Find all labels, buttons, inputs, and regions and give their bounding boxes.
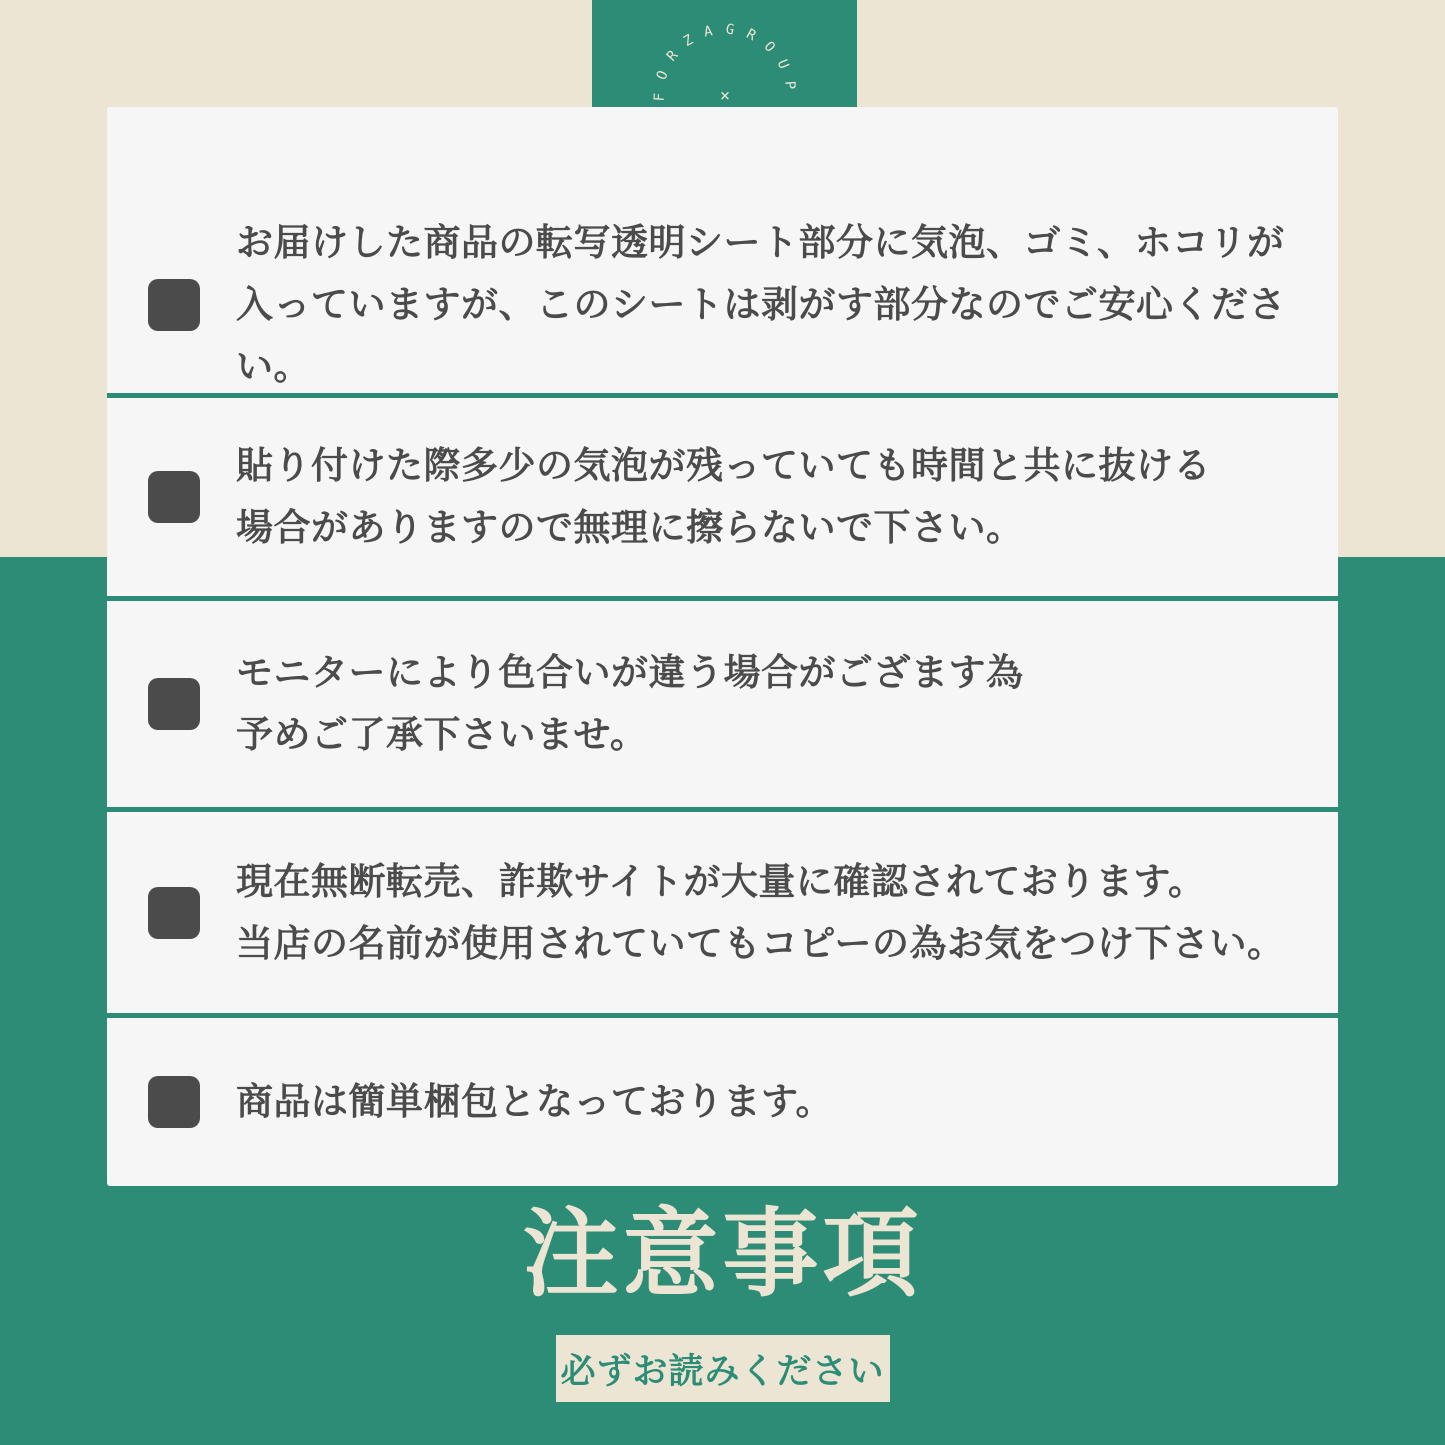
- notice-1-line-2: 入っていますが、このシートは剥がす部分なのでご安心ください。: [236, 284, 1286, 387]
- notice-3-line-1: モニターにより色合いが違う場合がござます為: [236, 652, 1024, 693]
- notice-1-line-1: お届けした商品の転写透明シート部分に気泡、ゴミ、ホコリが: [236, 222, 1285, 263]
- checkbox-icon: [148, 279, 200, 331]
- notice-text-3: [236, 642, 1024, 766]
- must-read-label: [556, 1335, 890, 1402]
- notice-row-4: [107, 807, 1338, 1013]
- notice-3-line-2: 予めご了承下さいませ。: [236, 714, 648, 755]
- checkbox-icon: [148, 678, 200, 730]
- checkbox-icon: [148, 471, 200, 523]
- notice-row-1: [107, 107, 1338, 393]
- notice-5-line-1: 商品は簡単梱包となっております。: [236, 1081, 834, 1122]
- checkbox-icon: [148, 1076, 200, 1128]
- notice-2-line-2: 場合がありますので無理に擦らないで下さい。: [236, 507, 1024, 548]
- must-read-label-text: 必ずお読みください: [560, 1351, 885, 1391]
- notice-2-line-1: 貼り付けた際多少の気泡が残っていても時間と共に抜ける: [236, 445, 1211, 486]
- page-title: 注意事項: [522, 1201, 923, 1308]
- notice-row-3: [107, 596, 1338, 807]
- brand-arc-top-text: FORZAGROUP: [651, 21, 799, 102]
- notice-4-line-2: 当店の名前が使用されていてもコピーの為お気をつけ下さい。: [236, 922, 1285, 964]
- notice-text-1: [236, 212, 1308, 398]
- notice-text-2: [236, 435, 1211, 559]
- checkbox-icon: [148, 887, 200, 939]
- notice-text-4: [236, 851, 1285, 975]
- notice-row-5: [107, 1013, 1338, 1186]
- brand-separator-x: ×: [719, 86, 731, 106]
- notice-4-line-1: 現在無断転売、詐欺サイトが大量に確認されております。: [236, 860, 1206, 902]
- notice-text-5: [236, 1071, 833, 1133]
- notice-card: [107, 107, 1338, 1186]
- notice-row-2: [107, 393, 1338, 596]
